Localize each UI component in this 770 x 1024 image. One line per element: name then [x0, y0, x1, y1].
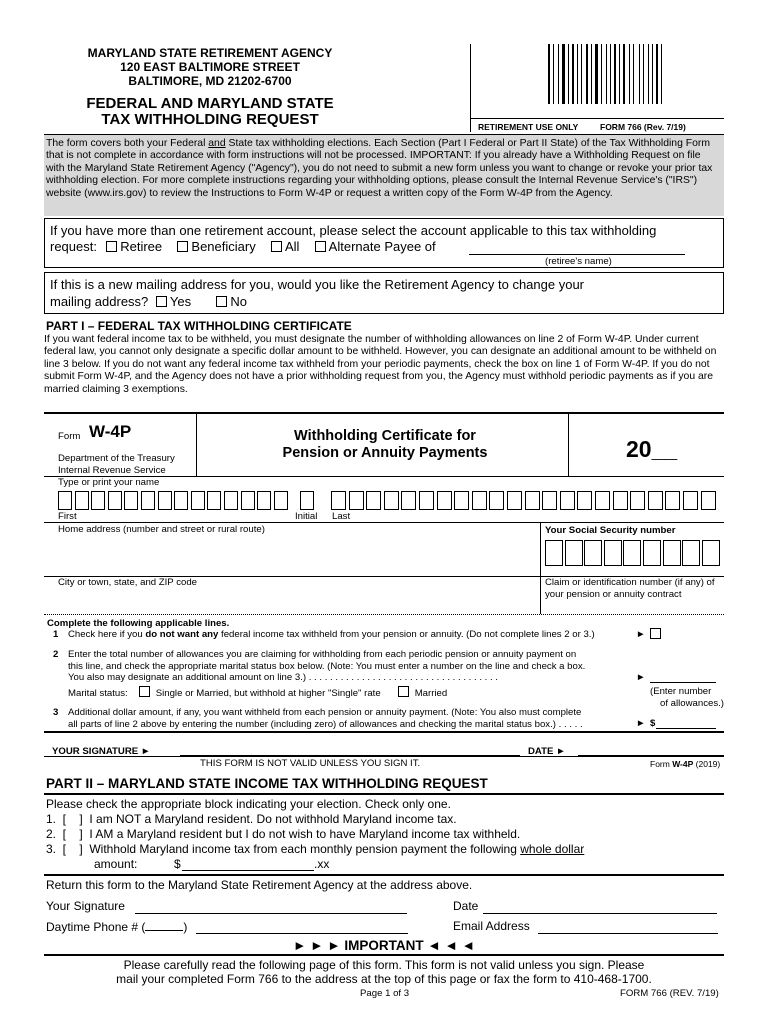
date-arrow: ► — [556, 746, 566, 757]
line2-number: 2 — [53, 649, 59, 660]
part1-heading: PART I – FEDERAL TAX WITHHOLDING CERTIFICATE — [46, 319, 352, 333]
w4p-footer — [650, 759, 720, 769]
name-cell[interactable] — [91, 491, 105, 510]
w4p-irs: Internal Revenue Service — [58, 465, 166, 476]
daytime-phone-label — [46, 919, 187, 934]
line2-arrow: ► — [636, 672, 646, 683]
allowances-field[interactable] — [650, 682, 716, 683]
w4p-title — [230, 428, 540, 462]
ssn-cells[interactable] — [545, 540, 723, 568]
part2-option2[interactable]: 2. [ ] I AM a Maryland resident but I do not wish to have Maryland income tax withheld. — [46, 827, 521, 841]
married-checkbox[interactable] — [398, 686, 409, 697]
line2-text — [68, 649, 628, 684]
state-signature-field[interactable] — [135, 913, 407, 914]
no-withholding-checkbox[interactable] — [650, 628, 661, 639]
ssn-cell[interactable] — [623, 540, 641, 566]
name-cell[interactable] — [401, 491, 416, 510]
amount-label: amount: — [94, 857, 138, 871]
w4p-top-rule — [44, 412, 724, 414]
name-cell[interactable] — [331, 491, 346, 510]
retirement-use-rule — [470, 118, 724, 119]
ssn-cell[interactable] — [604, 540, 622, 566]
line3-b: all parts of line 2 above by entering the number (including zero) of allowances and checking the marital status box.) — [68, 718, 556, 730]
all-checkbox[interactable] — [271, 241, 282, 252]
initial-cell[interactable] — [300, 491, 316, 510]
part1-text: If you want federal income tax to be withheld, you must designate the number of withholding allowances on line 2 of Form W-4P. Under current federal law, you cannot only designate a specific dollar amount to be withheld. However, you can designate an additional amount to be withheld on line 3 below. If you do not want any federal income tax withheld from your periodic payments, check the box on line 1 of Form W-4P. If you do not submit Form W-4P, and the Agency does not have a prior withholding request from you, the Agency must withhold periodic payments as if you are married claiming 3 exemptions. — [44, 334, 717, 395]
name-cell[interactable] — [274, 491, 288, 510]
ssn-label: Your Social Security number — [545, 525, 676, 536]
important-text — [44, 958, 724, 986]
name-cell[interactable] — [542, 491, 557, 510]
name-cell[interactable] — [489, 491, 504, 510]
name-cell[interactable] — [472, 491, 487, 510]
barcode — [548, 44, 676, 106]
line1-post: federal income tax withheld from your pension or annuity. (Do not complete lines 2 or 3.) — [218, 629, 595, 640]
line1-arrow: ► — [636, 629, 646, 640]
name-cell[interactable] — [300, 491, 314, 510]
return-text: Return this form to the Maryland State Retirement Agency at the address above. — [46, 878, 473, 892]
w4p-year: 20__ — [626, 436, 678, 462]
important-line2: mail your completed Form 766 to the address at the top of this page or fax the form to 410-468-1700. — [116, 972, 652, 986]
intro-box — [44, 134, 724, 216]
line2-dots: . . . . . . . . . . . . . . . . . . . . . . . . . . . . . . . . . . . . — [306, 672, 498, 683]
line1-number: 1 — [53, 629, 59, 640]
ssn-cell[interactable] — [565, 540, 583, 566]
agency-city: BALTIMORE, MD 21202-6700 — [128, 74, 292, 88]
address-yes-checkbox[interactable] — [156, 296, 167, 307]
w4p-form-word: Form — [58, 431, 81, 442]
line3-dots: . . . . . — [555, 718, 583, 730]
w4p-form-name: W-4P — [89, 422, 132, 441]
additional-amount-field[interactable] — [656, 728, 716, 729]
ssn-cell[interactable] — [663, 540, 681, 566]
w4p-left-divider — [196, 414, 197, 476]
amount-cents: .xx — [314, 857, 330, 871]
amount-dollar: $ — [174, 857, 181, 871]
part2-option1[interactable]: 1. [ ] I am NOT a Maryland resident. Do not withhold Maryland income tax. — [46, 812, 457, 826]
name-cell[interactable] — [665, 491, 680, 510]
married-label: Married — [414, 688, 448, 699]
request-label: request: — [50, 239, 97, 254]
marital-row — [68, 686, 447, 700]
single-checkbox[interactable] — [139, 686, 150, 697]
name-cell[interactable] — [560, 491, 575, 510]
w4p-title-line2: Pension or Annuity Payments — [282, 445, 488, 461]
w4p-title-line1: Withholding Certificate for — [294, 428, 476, 444]
marital-label: Marital status: — [68, 688, 128, 699]
retiree-name-field[interactable] — [469, 254, 685, 255]
alternate-payee-label: Alternate Payee of — [328, 239, 436, 254]
date-text: DATE — [528, 746, 554, 757]
form-number-footer: FORM 766 (REV. 7/19) — [620, 988, 719, 999]
part2-heading: PART II – MARYLAND STATE INCOME TAX WITHHOLDING REQUEST — [46, 776, 488, 791]
retiree-checkbox[interactable] — [106, 241, 117, 252]
name-cell[interactable] — [141, 491, 155, 510]
name-rule — [44, 522, 724, 523]
beneficiary-checkbox[interactable] — [177, 241, 188, 252]
signature-rule — [44, 756, 724, 757]
agency-header — [80, 46, 340, 88]
line3-b-row — [68, 719, 634, 731]
signature-text: YOUR SIGNATURE — [52, 746, 139, 757]
address-no-label: No — [230, 294, 247, 309]
important-heading: ► ► ► IMPORTANT ◄ ◄ ◄ — [293, 938, 475, 953]
line1-pre: Check here if you — [68, 629, 146, 640]
last-label: Last — [332, 511, 351, 522]
claim-label — [545, 577, 715, 600]
lines-bottom-rule — [44, 731, 724, 733]
w4p-dept: Department of the Treasury — [58, 453, 175, 464]
name-cell[interactable] — [108, 491, 122, 510]
line3-number: 3 — [53, 707, 59, 718]
address-line1: If this is a new mailing address for you, would you like the Retirement Agency to change your — [50, 277, 585, 292]
claim-divider — [540, 576, 541, 614]
your-signature-label: Your Signature — [46, 899, 125, 913]
intro-and: and — [208, 138, 226, 149]
w4p-footer-pre: Form — [650, 759, 673, 769]
important-rule — [44, 954, 724, 956]
enter-number-1: (Enter number — [650, 686, 712, 697]
type-print-label: Type or print your name — [58, 477, 160, 488]
state-date-label: Date — [453, 899, 479, 913]
name-cell[interactable] — [701, 491, 716, 510]
line2-c: You also may designate an additional amount on line 3.) — [68, 672, 307, 683]
form-title-line1: FEDERAL AND MARYLAND STATE — [86, 95, 334, 112]
name-cell[interactable] — [174, 491, 188, 510]
name-cell[interactable] — [525, 491, 540, 510]
name-cell[interactable] — [366, 491, 381, 510]
last-name-cells[interactable] — [331, 491, 723, 510]
part2-instruction: Please check the appropriate block indicating your election. Check only one. — [46, 797, 451, 811]
enter-number-2: of allowances.) — [660, 697, 724, 709]
account-box — [44, 218, 724, 268]
alternate-payee-checkbox[interactable] — [315, 241, 326, 252]
w4p-right-divider — [568, 414, 569, 476]
claim-line1: Claim or identification number (if any) of — [545, 577, 715, 588]
name-cell[interactable] — [241, 491, 255, 510]
enter-number-note — [650, 686, 724, 709]
address-line2 — [50, 294, 247, 309]
line2-c-row — [68, 672, 628, 684]
account-line1: If you have more than one retirement account, please select the account applicable to this tax withholding — [50, 223, 657, 238]
intro-post: State tax withholding elections. Each Section (Part I Federal or Part II State) of the Tax Withholding Form that is not complete in accordance with form instructions will not be processed. IMPORTANT: If you already have a Withholding Request on file with the Maryland State Retirement Agency ("Agency"), you do not need to submit a new form unless you want to change or revoke your prior tax withholding election. For more complete instructions regarding your withholding options, please consult the Internal Revenue Service's ("IRS") website (www.irs.gov) to review the Instructions to Form W-4P or request a written copy of the Form W-4P from the Agency. — [46, 138, 713, 199]
name-cell[interactable] — [613, 491, 628, 510]
part2-option3[interactable] — [46, 842, 584, 856]
name-cell[interactable] — [419, 491, 434, 510]
ssn-cell[interactable] — [643, 540, 661, 566]
beneficiary-label: Beneficiary — [191, 239, 256, 254]
name-cell[interactable] — [224, 491, 238, 510]
name-cell[interactable] — [595, 491, 610, 510]
email-label: Email Address — [453, 919, 530, 933]
agency-street: 120 EAST BALTIMORE STREET — [120, 60, 300, 74]
all-label: All — [284, 239, 300, 254]
w4p-footer-post: (2019) — [693, 759, 721, 769]
email-field[interactable] — [538, 933, 718, 934]
ssn-cell[interactable] — [682, 540, 700, 566]
ssn-cell[interactable] — [702, 540, 720, 566]
ssn-cell[interactable] — [584, 540, 602, 566]
state-date-field[interactable] — [483, 913, 717, 914]
address-box — [44, 272, 724, 314]
single-label: Single or Married, but withhold at higher "Single" rate — [155, 688, 381, 699]
line3-a: Additional dollar amount, if any, you want withheld from each pension or annuity payment. (Note: You also must complete — [68, 707, 582, 718]
phone-close-paren: ) — [183, 920, 188, 934]
name-cell[interactable] — [577, 491, 592, 510]
part2-option3-text: 3. [ ] Withhold Maryland income tax from each monthly pension payment the following — [46, 842, 521, 856]
name-cell[interactable] — [124, 491, 138, 510]
page-number: Page 1 of 3 — [360, 988, 410, 999]
first-name-cells[interactable] — [58, 491, 298, 510]
name-cell[interactable] — [207, 491, 221, 510]
name-cell[interactable] — [454, 491, 469, 510]
amount-field[interactable] — [182, 870, 314, 871]
name-cell[interactable] — [58, 491, 72, 510]
line1-bold: do not want any — [145, 629, 219, 640]
agency-name: MARYLAND STATE RETIREMENT AGENCY — [87, 46, 333, 60]
area-code-field[interactable] — [145, 919, 183, 931]
phone-label-text: Daytime Phone # ( — [46, 920, 146, 934]
home-address-label: Home address (number and street or rural route) — [58, 524, 265, 535]
w4p-footer-bold: W-4P — [672, 759, 694, 769]
name-cell[interactable] — [75, 491, 89, 510]
address-yes-label: Yes — [169, 294, 192, 309]
name-cell[interactable] — [191, 491, 205, 510]
line2-a: Enter the total number of allowances you are claiming for withholding from each periodic pension or annuity payment on — [68, 649, 577, 660]
ssn-divider — [540, 522, 541, 576]
line1-text — [68, 629, 595, 641]
name-cell[interactable] — [683, 491, 698, 510]
part2-rule — [44, 793, 724, 795]
account-request-row — [50, 239, 436, 254]
name-cell[interactable] — [349, 491, 364, 510]
claim-line2: your pension or annuity contract — [545, 588, 682, 600]
form-title — [80, 96, 340, 128]
name-cell[interactable] — [630, 491, 645, 510]
line2-b: this line, and check the appropriate marital status box below. (Note: You must enter a number on the line and check a box. — [68, 660, 586, 672]
city-label: City or town, state, and ZIP code — [58, 577, 198, 588]
part2-amount-rule — [44, 874, 724, 876]
ssn-cell[interactable] — [545, 540, 563, 566]
form-number-top: FORM 766 (Rev. 7/19) — [600, 122, 686, 132]
intro-pre: The form covers both your Federal — [46, 138, 209, 149]
name-cell[interactable] — [257, 491, 271, 510]
form-title-line2: TAX WITHHOLDING REQUEST — [101, 111, 319, 128]
name-cell[interactable] — [384, 491, 399, 510]
city-rule — [44, 614, 724, 615]
part2-option3-underlined: whole dollar — [520, 842, 585, 856]
address-no-checkbox[interactable] — [216, 296, 227, 307]
phone-number-field[interactable] — [196, 933, 408, 934]
retiree-label: Retiree — [120, 239, 163, 254]
initial-label: Initial — [295, 511, 318, 522]
signature-arrow: ► — [140, 746, 151, 757]
line3-dollar: $ — [650, 718, 656, 729]
line3-arrow: ► — [636, 718, 646, 729]
complete-lines: Complete the following applicable lines. — [47, 618, 230, 629]
line3-text — [68, 707, 634, 730]
name-cell[interactable] — [158, 491, 172, 510]
address-question: mailing address? — [50, 294, 149, 309]
name-cell[interactable] — [648, 491, 663, 510]
retiree-name-caption: (retiree's name) — [545, 256, 612, 267]
name-cell[interactable] — [437, 491, 452, 510]
name-cell[interactable] — [507, 491, 522, 510]
retirement-use-only: RETIREMENT USE ONLY — [478, 122, 579, 132]
important-line1: Please carefully read the following page of this form. This form is not valid unless you sign. Please — [123, 958, 645, 972]
first-label: First — [58, 511, 77, 522]
not-valid-note: THIS FORM IS NOT VALID UNLESS YOU SIGN IT. — [200, 758, 421, 769]
